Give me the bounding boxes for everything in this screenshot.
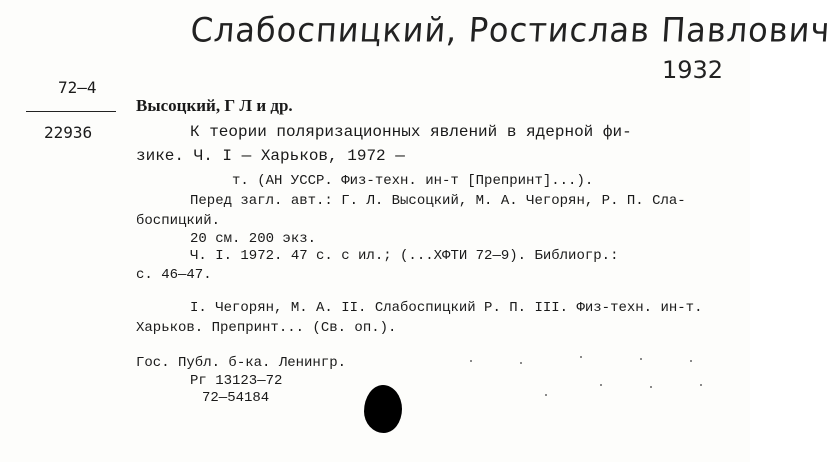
order-number-1: Рг 13123—72 (190, 373, 283, 389)
ink-blot (364, 385, 402, 433)
collation-line-1: Ч. I. 1972. 47 с. с ил.; (...ХФТИ 72—9). Библиогр.: (190, 248, 619, 264)
size-edition-line: 20 см. 200 экз. (190, 231, 317, 247)
authors-note-line-2: боспицкий. (136, 213, 221, 229)
order-number-2: 72—54184 (202, 390, 270, 406)
collation-line-2: с. 46—47. (136, 267, 212, 283)
tracings-line-1: I. Чегорян, М. А. II. Слабоспицкий Р. П. III. Физ-техн. ин-т. (190, 300, 703, 316)
title-line-2: зике. Ч. I — Харьков, 1972 — (136, 147, 405, 165)
handwritten-year: 1932 (662, 56, 724, 84)
title-line-1: К теории поляризационных явлений в ядерной фи- (190, 123, 632, 141)
shelf-number: 22936 (44, 123, 93, 142)
tracings-line-2: Харьков. Препринт... (Св. оп.). (136, 320, 397, 336)
authors-note-line-1: Перед загл. авт.: Г. Л. Высоцкий, М. А. Чегорян, Р. П. Сла- (190, 193, 686, 209)
shelf-divider (26, 111, 116, 112)
library-name: Гос. Публ. б-ка. Ленингр. (136, 355, 347, 371)
author-heading: Высоцкий, Г Л и др. (136, 96, 293, 115)
series-line: т. (АН УССР. Физ-техн. ин-т [Препринт]...). (232, 173, 594, 189)
shelf-code: 72—4 (58, 78, 97, 97)
handwritten-author-name: Слабоспицкий, Ростислав Павлович (189, 10, 832, 50)
